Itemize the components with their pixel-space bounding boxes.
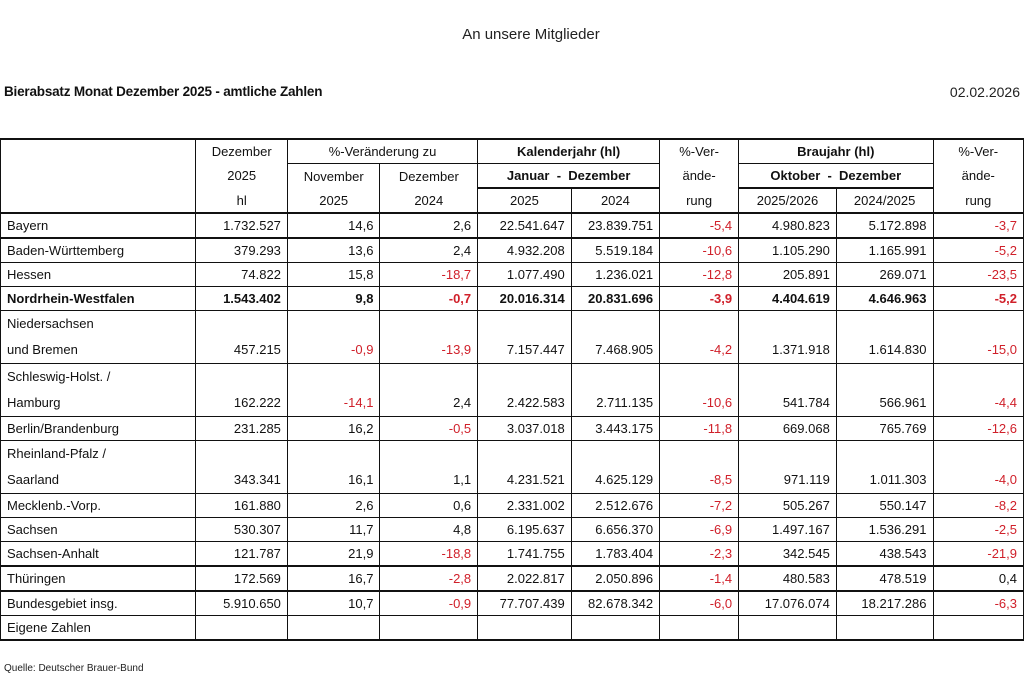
header-month-line1: Dezember xyxy=(196,139,287,164)
cell-kj-2024: 1.783.404 xyxy=(571,542,659,567)
header-brau-year-2025-2026: 2025/2026 xyxy=(739,188,837,213)
header-braujahr-group: Braujahr (hl) xyxy=(739,139,933,164)
cell-bj-2526: 4.980.823 xyxy=(739,213,837,238)
cell-kj-pct: -4,2 xyxy=(660,311,739,364)
cell-bj-2425: 1.011.303 xyxy=(836,441,933,494)
cell-kj-2024: 3.443.175 xyxy=(571,417,659,441)
header-kalender-pct-line3: rung xyxy=(660,188,739,213)
header-region-blank xyxy=(1,139,196,164)
table-row xyxy=(1,518,1024,542)
cell-pct-nov: 13,6 xyxy=(287,238,380,263)
greeting-heading: An unsere Mitglieder xyxy=(462,26,600,43)
cell-dez-hl: 5.910.650 xyxy=(196,591,287,616)
table-row xyxy=(1,542,1024,567)
cell-pct-nov: 21,9 xyxy=(287,542,380,567)
cell-bj-pct: -2,5 xyxy=(933,518,1024,542)
cell-kj-pct: -6,0 xyxy=(660,591,739,616)
region-label xyxy=(1,364,196,417)
region-label xyxy=(1,441,196,494)
cell-bj-2526: 669.068 xyxy=(739,417,837,441)
table-row xyxy=(1,364,1024,417)
cell-bj-pct: -21,9 xyxy=(933,542,1024,567)
region-label-line1: Schleswig-Holst. / xyxy=(7,369,111,384)
cell-dez-hl: 231.285 xyxy=(196,417,287,441)
cell-kj-2025: 7.157.447 xyxy=(478,311,572,364)
region-label: Sachsen-Anhalt xyxy=(1,542,196,567)
beer-sales-table xyxy=(0,138,1024,641)
cell-bj-pct: -8,2 xyxy=(933,494,1024,518)
region-label-line2: und Bremen xyxy=(7,342,78,357)
cell-pct-nov: -14,1 xyxy=(287,364,380,417)
header-month-line2: 2025 xyxy=(196,164,287,189)
cell-dez-hl xyxy=(196,616,287,641)
cell-pct-dez: -0,5 xyxy=(380,417,478,441)
header-brau-year-2024-2025: 2024/2025 xyxy=(836,188,933,213)
cell-pct-nov: 16,7 xyxy=(287,566,380,591)
table-row xyxy=(1,263,1024,287)
header-brau-pct-line2: ände- xyxy=(933,164,1024,189)
table-row-highlight xyxy=(1,287,1024,311)
header-kalenderjahr-group: Kalenderjahr (hl) xyxy=(478,139,660,164)
cell-dez-hl: 1.543.402 xyxy=(196,287,287,311)
cell-kj-2025: 2.022.817 xyxy=(478,566,572,591)
cell-bj-2425: 5.172.898 xyxy=(836,213,933,238)
header-pct-group: %-Veränderung zu xyxy=(287,139,477,164)
region-label: Sachsen xyxy=(1,518,196,542)
cell-kj-2024: 6.656.370 xyxy=(571,518,659,542)
cell-dez-hl: 457.215 xyxy=(196,311,287,364)
cell-bj-2425: 1.614.830 xyxy=(836,311,933,364)
cell-bj-2526: 971.119 xyxy=(739,441,837,494)
header-kalender-pct-line1: %-Ver- xyxy=(660,139,739,164)
cell-kj-2025: 22.541.647 xyxy=(478,213,572,238)
cell-kj-pct: -11,8 xyxy=(660,417,739,441)
cell-dez-hl: 1.732.527 xyxy=(196,213,287,238)
cell-pct-dez: -13,9 xyxy=(380,311,478,364)
cell-kj-2024: 20.831.696 xyxy=(571,287,659,311)
cell-bj-2425: 550.147 xyxy=(836,494,933,518)
document-title: Bierabsatz Monat Dezember 2025 - amtliche Zahlen xyxy=(4,84,323,99)
cell-bj-pct: -5,2 xyxy=(933,287,1024,311)
region-label: Thüringen xyxy=(1,566,196,591)
table-row-total xyxy=(1,591,1024,616)
table-header xyxy=(1,139,1024,213)
cell-pct-dez: -18,7 xyxy=(380,263,478,287)
header-brau-pct-line3: rung xyxy=(933,188,1024,213)
cell-kj-pct: -5,4 xyxy=(660,213,739,238)
source-note: Quelle: Deutscher Brauer-Bund xyxy=(4,663,144,674)
cell-bj-2526: 480.583 xyxy=(739,566,837,591)
cell-pct-nov: 9,8 xyxy=(287,287,380,311)
cell-kj-2024: 2.050.896 xyxy=(571,566,659,591)
region-label-line1: Rheinland-Pfalz / xyxy=(7,446,106,461)
cell-bj-pct: -15,0 xyxy=(933,311,1024,364)
cell-bj-2526: 342.545 xyxy=(739,542,837,567)
cell-pct-dez: 2,4 xyxy=(380,364,478,417)
cell-kj-pct: -6,9 xyxy=(660,518,739,542)
cell-bj-pct: -12,6 xyxy=(933,417,1024,441)
cell-kj-2025: 4.231.521 xyxy=(478,441,572,494)
cell-bj-2425: 478.519 xyxy=(836,566,933,591)
region-label xyxy=(1,311,196,364)
cell-pct-nov: 16,1 xyxy=(287,441,380,494)
region-label: Baden-Württemberg xyxy=(1,238,196,263)
cell-pct-nov: 15,8 xyxy=(287,263,380,287)
cell-dez-hl: 161.880 xyxy=(196,494,287,518)
region-label: Eigene Zahlen xyxy=(1,616,196,641)
header-region-blank xyxy=(1,188,196,213)
cell-kj-pct xyxy=(660,616,739,641)
header-brau-pct-line1: %-Ver- xyxy=(933,139,1024,164)
cell-kj-pct: -10,6 xyxy=(660,364,739,417)
cell-kj-2024: 82.678.342 xyxy=(571,591,659,616)
table-row xyxy=(1,417,1024,441)
cell-bj-pct: -4,0 xyxy=(933,441,1024,494)
region-label-line2: Hamburg xyxy=(7,395,61,410)
cell-pct-nov: 10,7 xyxy=(287,591,380,616)
cell-pct-dez xyxy=(380,616,478,641)
cell-bj-2425: 438.543 xyxy=(836,542,933,567)
cell-kj-2025: 3.037.018 xyxy=(478,417,572,441)
cell-bj-pct: -3,7 xyxy=(933,213,1024,238)
cell-bj-2425: 4.646.963 xyxy=(836,287,933,311)
cell-kj-2025: 2.331.002 xyxy=(478,494,572,518)
cell-bj-pct xyxy=(933,616,1024,641)
cell-kj-2025: 20.016.314 xyxy=(478,287,572,311)
cell-bj-2425 xyxy=(836,616,933,641)
region-label: Berlin/Brandenburg xyxy=(1,417,196,441)
cell-kj-2024: 7.468.905 xyxy=(571,311,659,364)
header-region-blank xyxy=(1,164,196,189)
cell-kj-2025: 1.077.490 xyxy=(478,263,572,287)
cell-bj-2526: 1.497.167 xyxy=(739,518,837,542)
cell-dez-hl: 121.787 xyxy=(196,542,287,567)
cell-dez-hl: 74.822 xyxy=(196,263,287,287)
cell-kj-2025 xyxy=(478,616,572,641)
cell-pct-nov: 11,7 xyxy=(287,518,380,542)
header-pct-dez-line2: 2024 xyxy=(380,188,478,213)
cell-kj-pct: -12,8 xyxy=(660,263,739,287)
cell-pct-nov: -0,9 xyxy=(287,311,380,364)
cell-dez-hl: 172.569 xyxy=(196,566,287,591)
cell-pct-dez: -18,8 xyxy=(380,542,478,567)
cell-bj-2526 xyxy=(739,616,837,641)
cell-kj-2025: 6.195.637 xyxy=(478,518,572,542)
cell-pct-dez: 2,4 xyxy=(380,238,478,263)
table-row xyxy=(1,213,1024,238)
table-body xyxy=(1,213,1024,640)
table-row xyxy=(1,238,1024,263)
cell-bj-2425: 566.961 xyxy=(836,364,933,417)
header-kalender-range: Januar - Dezember xyxy=(478,164,660,189)
cell-bj-2425: 18.217.286 xyxy=(836,591,933,616)
header-kalender-year-2024: 2024 xyxy=(571,188,659,213)
cell-bj-2425: 1.165.991 xyxy=(836,238,933,263)
cell-pct-dez: 4,8 xyxy=(380,518,478,542)
cell-dez-hl: 162.222 xyxy=(196,364,287,417)
cell-kj-pct: -7,2 xyxy=(660,494,739,518)
cell-dez-hl: 343.341 xyxy=(196,441,287,494)
region-label: Hessen xyxy=(1,263,196,287)
cell-bj-2526: 1.371.918 xyxy=(739,311,837,364)
cell-bj-2425: 269.071 xyxy=(836,263,933,287)
cell-bj-2526: 4.404.619 xyxy=(739,287,837,311)
table-row xyxy=(1,311,1024,364)
region-label-line2: Saarland xyxy=(7,472,60,487)
cell-bj-pct: 0,4 xyxy=(933,566,1024,591)
region-label-line1: Niedersachsen xyxy=(7,316,94,331)
cell-kj-pct: -3,9 xyxy=(660,287,739,311)
cell-kj-pct: -8,5 xyxy=(660,441,739,494)
cell-kj-pct: -2,3 xyxy=(660,542,739,567)
cell-pct-dez: -0,9 xyxy=(380,591,478,616)
cell-pct-nov xyxy=(287,616,380,641)
cell-pct-dez: 0,6 xyxy=(380,494,478,518)
region-label: Mecklenb.-Vorp. xyxy=(1,494,196,518)
header-kalender-pct-line2: ände- xyxy=(660,164,739,189)
cell-bj-2526: 1.105.290 xyxy=(739,238,837,263)
cell-pct-dez: -0,7 xyxy=(380,287,478,311)
header-kalender-year-2025: 2025 xyxy=(478,188,572,213)
cell-kj-2024: 1.236.021 xyxy=(571,263,659,287)
cell-pct-dez: 1,1 xyxy=(380,441,478,494)
cell-pct-dez: -2,8 xyxy=(380,566,478,591)
cell-pct-nov: 16,2 xyxy=(287,417,380,441)
cell-kj-2024: 2.512.676 xyxy=(571,494,659,518)
cell-kj-2024: 5.519.184 xyxy=(571,238,659,263)
cell-kj-2024 xyxy=(571,616,659,641)
cell-bj-2526: 505.267 xyxy=(739,494,837,518)
header-pct-nov-line2: 2025 xyxy=(287,188,380,213)
cell-pct-nov: 2,6 xyxy=(287,494,380,518)
cell-bj-pct: -5,2 xyxy=(933,238,1024,263)
document-date: 02.02.2026 xyxy=(949,84,1020,100)
cell-pct-nov: 14,6 xyxy=(287,213,380,238)
region-label: Nordrhein-Westfalen xyxy=(1,287,196,311)
cell-kj-2025: 2.422.583 xyxy=(478,364,572,417)
cell-kj-pct: -10,6 xyxy=(660,238,739,263)
table-row xyxy=(1,441,1024,494)
cell-pct-dez: 2,6 xyxy=(380,213,478,238)
table-row xyxy=(1,566,1024,591)
region-label: Bundesgebiet insg. xyxy=(1,591,196,616)
cell-bj-2526: 541.784 xyxy=(739,364,837,417)
cell-bj-pct: -23,5 xyxy=(933,263,1024,287)
cell-kj-2025: 1.741.755 xyxy=(478,542,572,567)
cell-bj-2425: 765.769 xyxy=(836,417,933,441)
cell-bj-2526: 205.891 xyxy=(739,263,837,287)
cell-kj-2024: 23.839.751 xyxy=(571,213,659,238)
cell-dez-hl: 530.307 xyxy=(196,518,287,542)
cell-dez-hl: 379.293 xyxy=(196,238,287,263)
cell-bj-pct: -6,3 xyxy=(933,591,1024,616)
cell-kj-pct: -1,4 xyxy=(660,566,739,591)
cell-kj-2025: 77.707.439 xyxy=(478,591,572,616)
header-brau-range: Oktober - Dezember xyxy=(739,164,933,189)
cell-kj-2025: 4.932.208 xyxy=(478,238,572,263)
table-row xyxy=(1,494,1024,518)
header-pct-dez-line1: Dezember xyxy=(380,164,478,189)
table-row-own-figures xyxy=(1,616,1024,641)
cell-bj-pct: -4,4 xyxy=(933,364,1024,417)
cell-kj-2024: 2.711.135 xyxy=(571,364,659,417)
region-label: Bayern xyxy=(1,213,196,238)
header-month-unit: hl xyxy=(196,188,287,213)
cell-bj-2526: 17.076.074 xyxy=(739,591,837,616)
cell-bj-2425: 1.536.291 xyxy=(836,518,933,542)
header-pct-nov-line1: November xyxy=(287,164,380,189)
cell-kj-2024: 4.625.129 xyxy=(571,441,659,494)
